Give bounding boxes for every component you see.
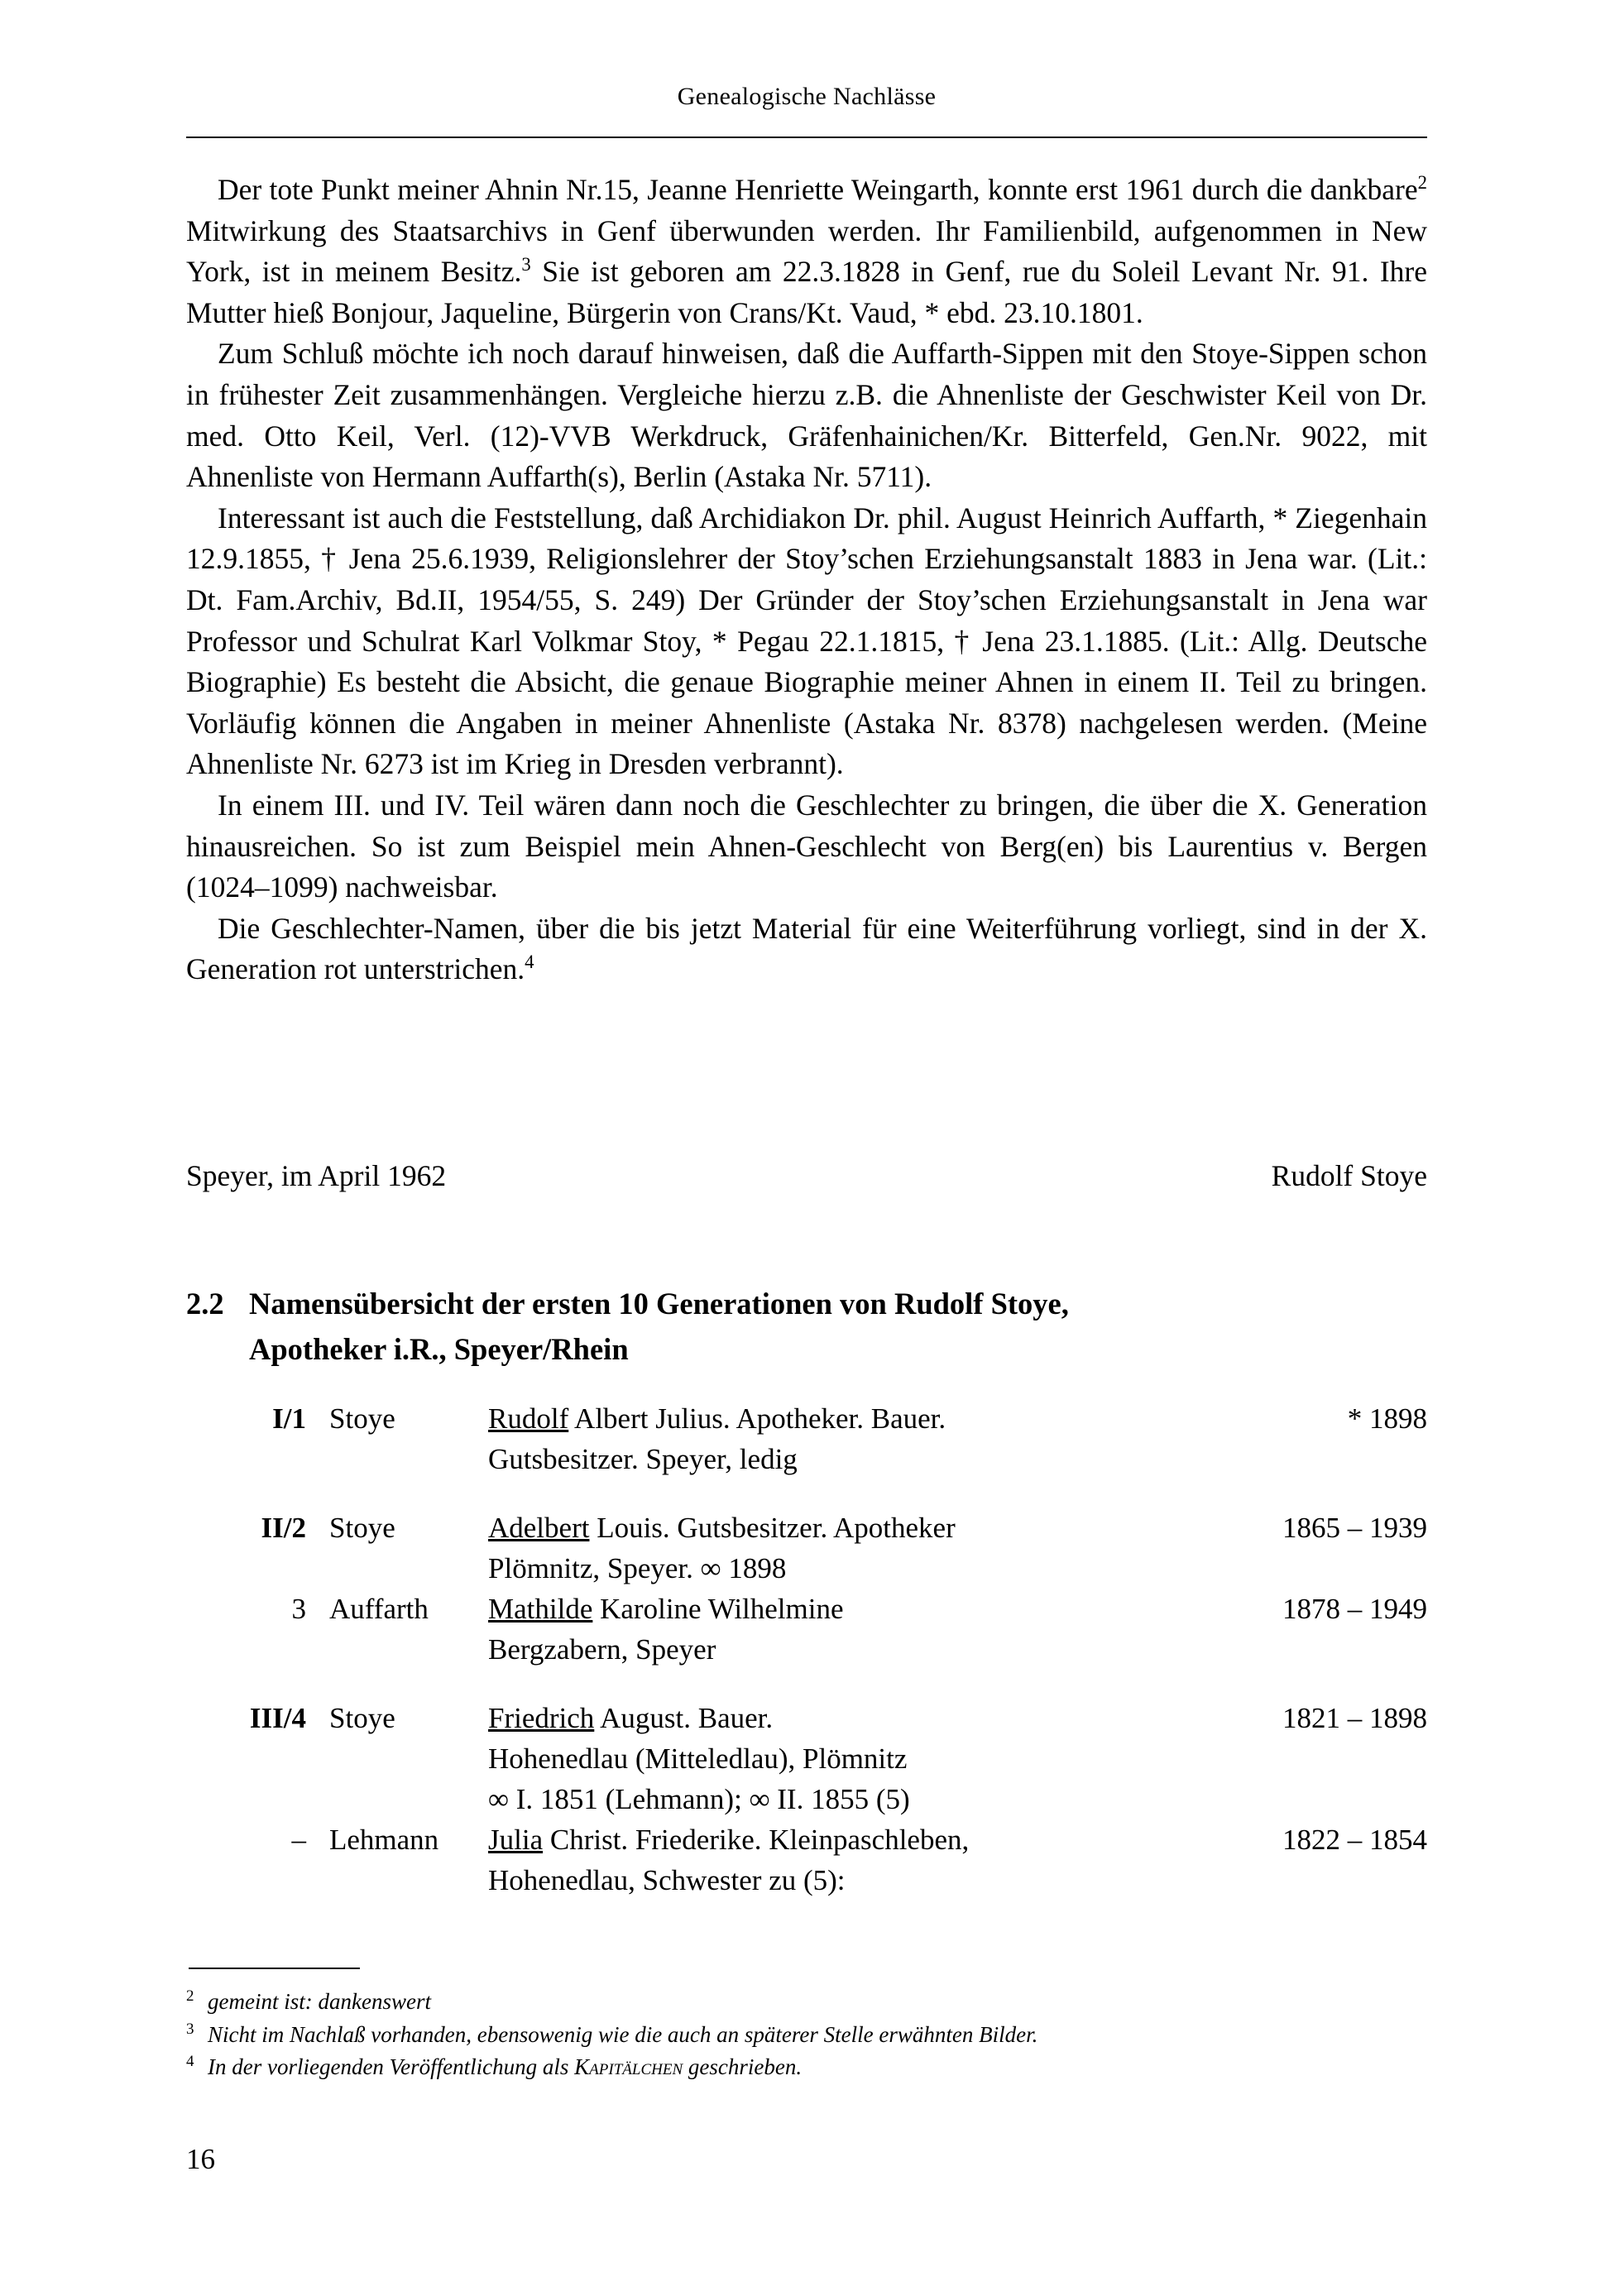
footnote-reference[interactable]: 4 bbox=[525, 951, 534, 973]
detail-line-text: Hohenedlau, Schwester zu (5): bbox=[488, 1864, 846, 1896]
section-heading-row-2 bbox=[186, 1326, 1469, 1372]
body-paragraph bbox=[186, 333, 1427, 497]
footnote-text-part: gemeint ist: dankenswert bbox=[208, 1989, 431, 2014]
footnote bbox=[186, 2019, 1444, 2052]
generation-number: I/1 bbox=[272, 1402, 306, 1435]
person-detail-cell bbox=[488, 1698, 1212, 1819]
footnote bbox=[186, 2051, 1444, 2084]
detail-line bbox=[488, 1860, 1212, 1901]
life-dates: 1822 – 1854 bbox=[1282, 1824, 1427, 1856]
genealogy-group bbox=[186, 1507, 1427, 1670]
footnote-text-part: In der vorliegenden Veröffentlichung als bbox=[208, 2054, 575, 2079]
detail-line bbox=[488, 1819, 1212, 1860]
page-number: 16 bbox=[186, 2143, 215, 2175]
header-rule bbox=[186, 137, 1427, 138]
signature-line bbox=[186, 1158, 1427, 1193]
genealogy-group bbox=[186, 1398, 1427, 1479]
body-paragraph bbox=[186, 498, 1427, 785]
paragraph-text: Zum Schluß möchte ich noch darauf hinweisen, daß die Auffarth-Sippen mit den Stoye-Sippen schon in frühester Zeit zusammenhängen. Vergleiche hierzu z.B. die Ahnenliste der Geschwister Keil von Dr. med. Otto Keil, Verl. (12)-VVB Werkdruck, Gräfenhainichen/Kr. Bitterfeld, Gen.Nr. 9022, mit Ahnenliste von Hermann Auffarth(s), Berlin (Astaka Nr. 5711). bbox=[186, 337, 1427, 494]
genealogy-row bbox=[186, 1589, 1427, 1670]
detail-line bbox=[488, 1738, 1212, 1779]
surname-cell: Lehmann bbox=[329, 1824, 439, 1856]
detail-line bbox=[488, 1507, 1212, 1548]
detail-line bbox=[488, 1629, 1212, 1670]
detail-line-text: Karoline Wilhelmine bbox=[592, 1593, 844, 1625]
genealogy-table bbox=[186, 1398, 1427, 1901]
given-name-underlined: Julia bbox=[488, 1824, 544, 1856]
given-name-underlined: Adelbert bbox=[488, 1512, 590, 1544]
genealogy-row bbox=[186, 1819, 1427, 1901]
section-heading-row-1 bbox=[186, 1281, 1469, 1326]
detail-line-text: Gutsbesitzer. Speyer, ledig bbox=[488, 1443, 798, 1475]
section-heading bbox=[186, 1281, 1469, 1372]
surname-cell: Stoye bbox=[329, 1402, 395, 1435]
generation-number: II/2 bbox=[261, 1512, 306, 1544]
section-number: 2.2 bbox=[186, 1287, 224, 1321]
footnote-text bbox=[208, 1986, 1444, 2019]
life-dates: 1821 – 1898 bbox=[1282, 1702, 1427, 1734]
section-title-line-1: Namensübersicht der ersten 10 Generationen von Rudolf Stoye, bbox=[249, 1287, 1069, 1321]
detail-line-text: Albert Julius. Apotheker. Bauer. bbox=[568, 1402, 946, 1435]
footnote-text bbox=[208, 2019, 1444, 2052]
life-dates: 1865 – 1939 bbox=[1282, 1512, 1427, 1544]
footnote-smallcaps: Kapitälchen bbox=[574, 2054, 683, 2079]
paragraph-text: Mitwirkung des Staatsarchivs in Genf überwunden werden. Ihr Familienbild, aufgenommen in New York, ist in meinem Besitz. bbox=[186, 213, 1427, 289]
detail-line bbox=[488, 1398, 1212, 1439]
surname-cell: Stoye bbox=[329, 1702, 395, 1734]
footnote-text bbox=[208, 2051, 1444, 2084]
body-paragraph bbox=[186, 908, 1427, 990]
section-title-line-2: Apotheker i.R., Speyer/Rhein bbox=[249, 1332, 629, 1366]
given-name-underlined: Mathilde bbox=[488, 1593, 593, 1625]
signature-place-date: Speyer, im April 1962 bbox=[186, 1159, 447, 1192]
signature-name: Rudolf Stoye bbox=[1271, 1159, 1427, 1192]
footnote-marker: 4 bbox=[186, 2053, 194, 2070]
detail-line-text: Plömnitz, Speyer. ∞ 1898 bbox=[488, 1552, 787, 1584]
surname-cell: Auffarth bbox=[329, 1593, 429, 1625]
paragraph-text: Der tote Punkt meiner Ahnin Nr.15, Jeanne Henriette Weingarth, konnte erst 1961 durch die dankbare bbox=[218, 173, 1418, 206]
footnote bbox=[186, 1986, 1444, 2019]
paragraph-text: In einem III. und IV. Teil wären dann noch die Geschlechter zu bringen, die über die X. Generation hinausreichen. So ist zum Beispiel mein Ahnen-Geschlecht von Berg(en) bis Laurentius v. Bergen (1024–1099) nachweisbar. bbox=[186, 788, 1427, 904]
body-paragraph bbox=[186, 170, 1427, 333]
genealogy-row bbox=[186, 1507, 1427, 1589]
detail-line-text: Hohenedlau (Mitteledlau), Plömnitz bbox=[488, 1742, 908, 1775]
genealogy-group bbox=[186, 1698, 1427, 1901]
detail-line bbox=[488, 1548, 1212, 1589]
life-dates: * 1898 bbox=[1347, 1402, 1427, 1435]
generation-number: 3 bbox=[291, 1593, 306, 1625]
footnote-reference[interactable]: 2 bbox=[1417, 172, 1427, 194]
person-detail-cell bbox=[488, 1398, 1212, 1479]
body-text-block bbox=[186, 170, 1427, 990]
generation-number: – bbox=[291, 1824, 306, 1856]
person-detail-cell bbox=[488, 1819, 1212, 1901]
detail-line-text: Bergzabern, Speyer bbox=[488, 1633, 716, 1666]
person-detail-cell bbox=[488, 1507, 1212, 1589]
given-name-underlined: Friedrich bbox=[488, 1702, 595, 1734]
surname-cell: Stoye bbox=[329, 1512, 395, 1544]
paragraph-text: Sie ist geboren am 22.3.1828 in Genf, rue du Soleil Levant Nr. 91. Ihre Mutter hieß Bonjour, Jaqueline, Bürgerin von Crans/Kt. Vaud, * ebd. 23.10.1801. bbox=[186, 255, 1427, 329]
detail-line-text: August. Bauer. bbox=[594, 1702, 774, 1734]
footnote-list bbox=[186, 1986, 1444, 2084]
genealogy-row bbox=[186, 1398, 1427, 1479]
detail-line bbox=[488, 1439, 1212, 1479]
footnote-reference[interactable]: 3 bbox=[521, 254, 531, 276]
detail-line bbox=[488, 1589, 1212, 1629]
detail-line bbox=[488, 1698, 1212, 1738]
given-name-underlined: Rudolf bbox=[488, 1402, 569, 1435]
paragraph-text: Interessant ist auch die Feststellung, daß Archidiakon Dr. phil. August Heinrich Auffarth, * Ziegenhain 12.9.1855, † Jena 25.6.1939, Religionslehrer der Stoy’schen Erziehungsanstalt 1883 in Jena war. (Lit.: Dt. Fam.Archiv, Bd.II, 1954/55, S. 249) Der Gründer der Stoy’schen Erziehungsanstalt in Jena war Professor und Schulrat Karl Volkmar Stoy, * Pegau 22.1.1815, † Jena 23.1.1885. (Lit.: Allg. Deutsche Biographie) Es besteht die Absicht, die genaue Biographie meiner Ahnen in einem II. Teil zu bringen. Vorläufig können die Angaben in meiner Ahnenliste (Astaka Nr. 8378) nachgelesen werden. (Meine Ahnenliste Nr. 6273 ist im Krieg in Dresden verbrannt). bbox=[186, 501, 1427, 781]
footnote-marker: 2 bbox=[186, 1987, 194, 2005]
generation-number: III/4 bbox=[249, 1702, 306, 1734]
footnote-text-part: Nicht im Nachlaß vorhanden, ebensowenig wie die auch an späterer Stelle erwähnten Bilder. bbox=[208, 2021, 1038, 2047]
life-dates: 1878 – 1949 bbox=[1282, 1593, 1427, 1625]
detail-line-text: Christ. Friederike. Kleinpaschleben, bbox=[543, 1824, 970, 1856]
footnote-text-part: geschrieben. bbox=[683, 2054, 803, 2079]
detail-line-text: Louis. Gutsbesitzer. Apotheker bbox=[589, 1512, 956, 1544]
paragraph-text: Die Geschlechter-Namen, über die bis jetzt Material für eine Weiterführung vorliegt, sind in der X. Generation rot unterstrichen. bbox=[186, 911, 1427, 986]
body-paragraph bbox=[186, 785, 1427, 908]
footnote-separator-rule bbox=[189, 1968, 360, 1969]
footnote-marker: 3 bbox=[186, 2020, 194, 2038]
genealogy-row bbox=[186, 1698, 1427, 1819]
detail-line bbox=[488, 1779, 1212, 1819]
person-detail-cell bbox=[488, 1589, 1212, 1670]
running-head: Genealogische Nachlässe bbox=[677, 83, 937, 110]
detail-line-text: ∞ I. 1851 (Lehmann); ∞ II. 1855 (5) bbox=[488, 1783, 910, 1815]
